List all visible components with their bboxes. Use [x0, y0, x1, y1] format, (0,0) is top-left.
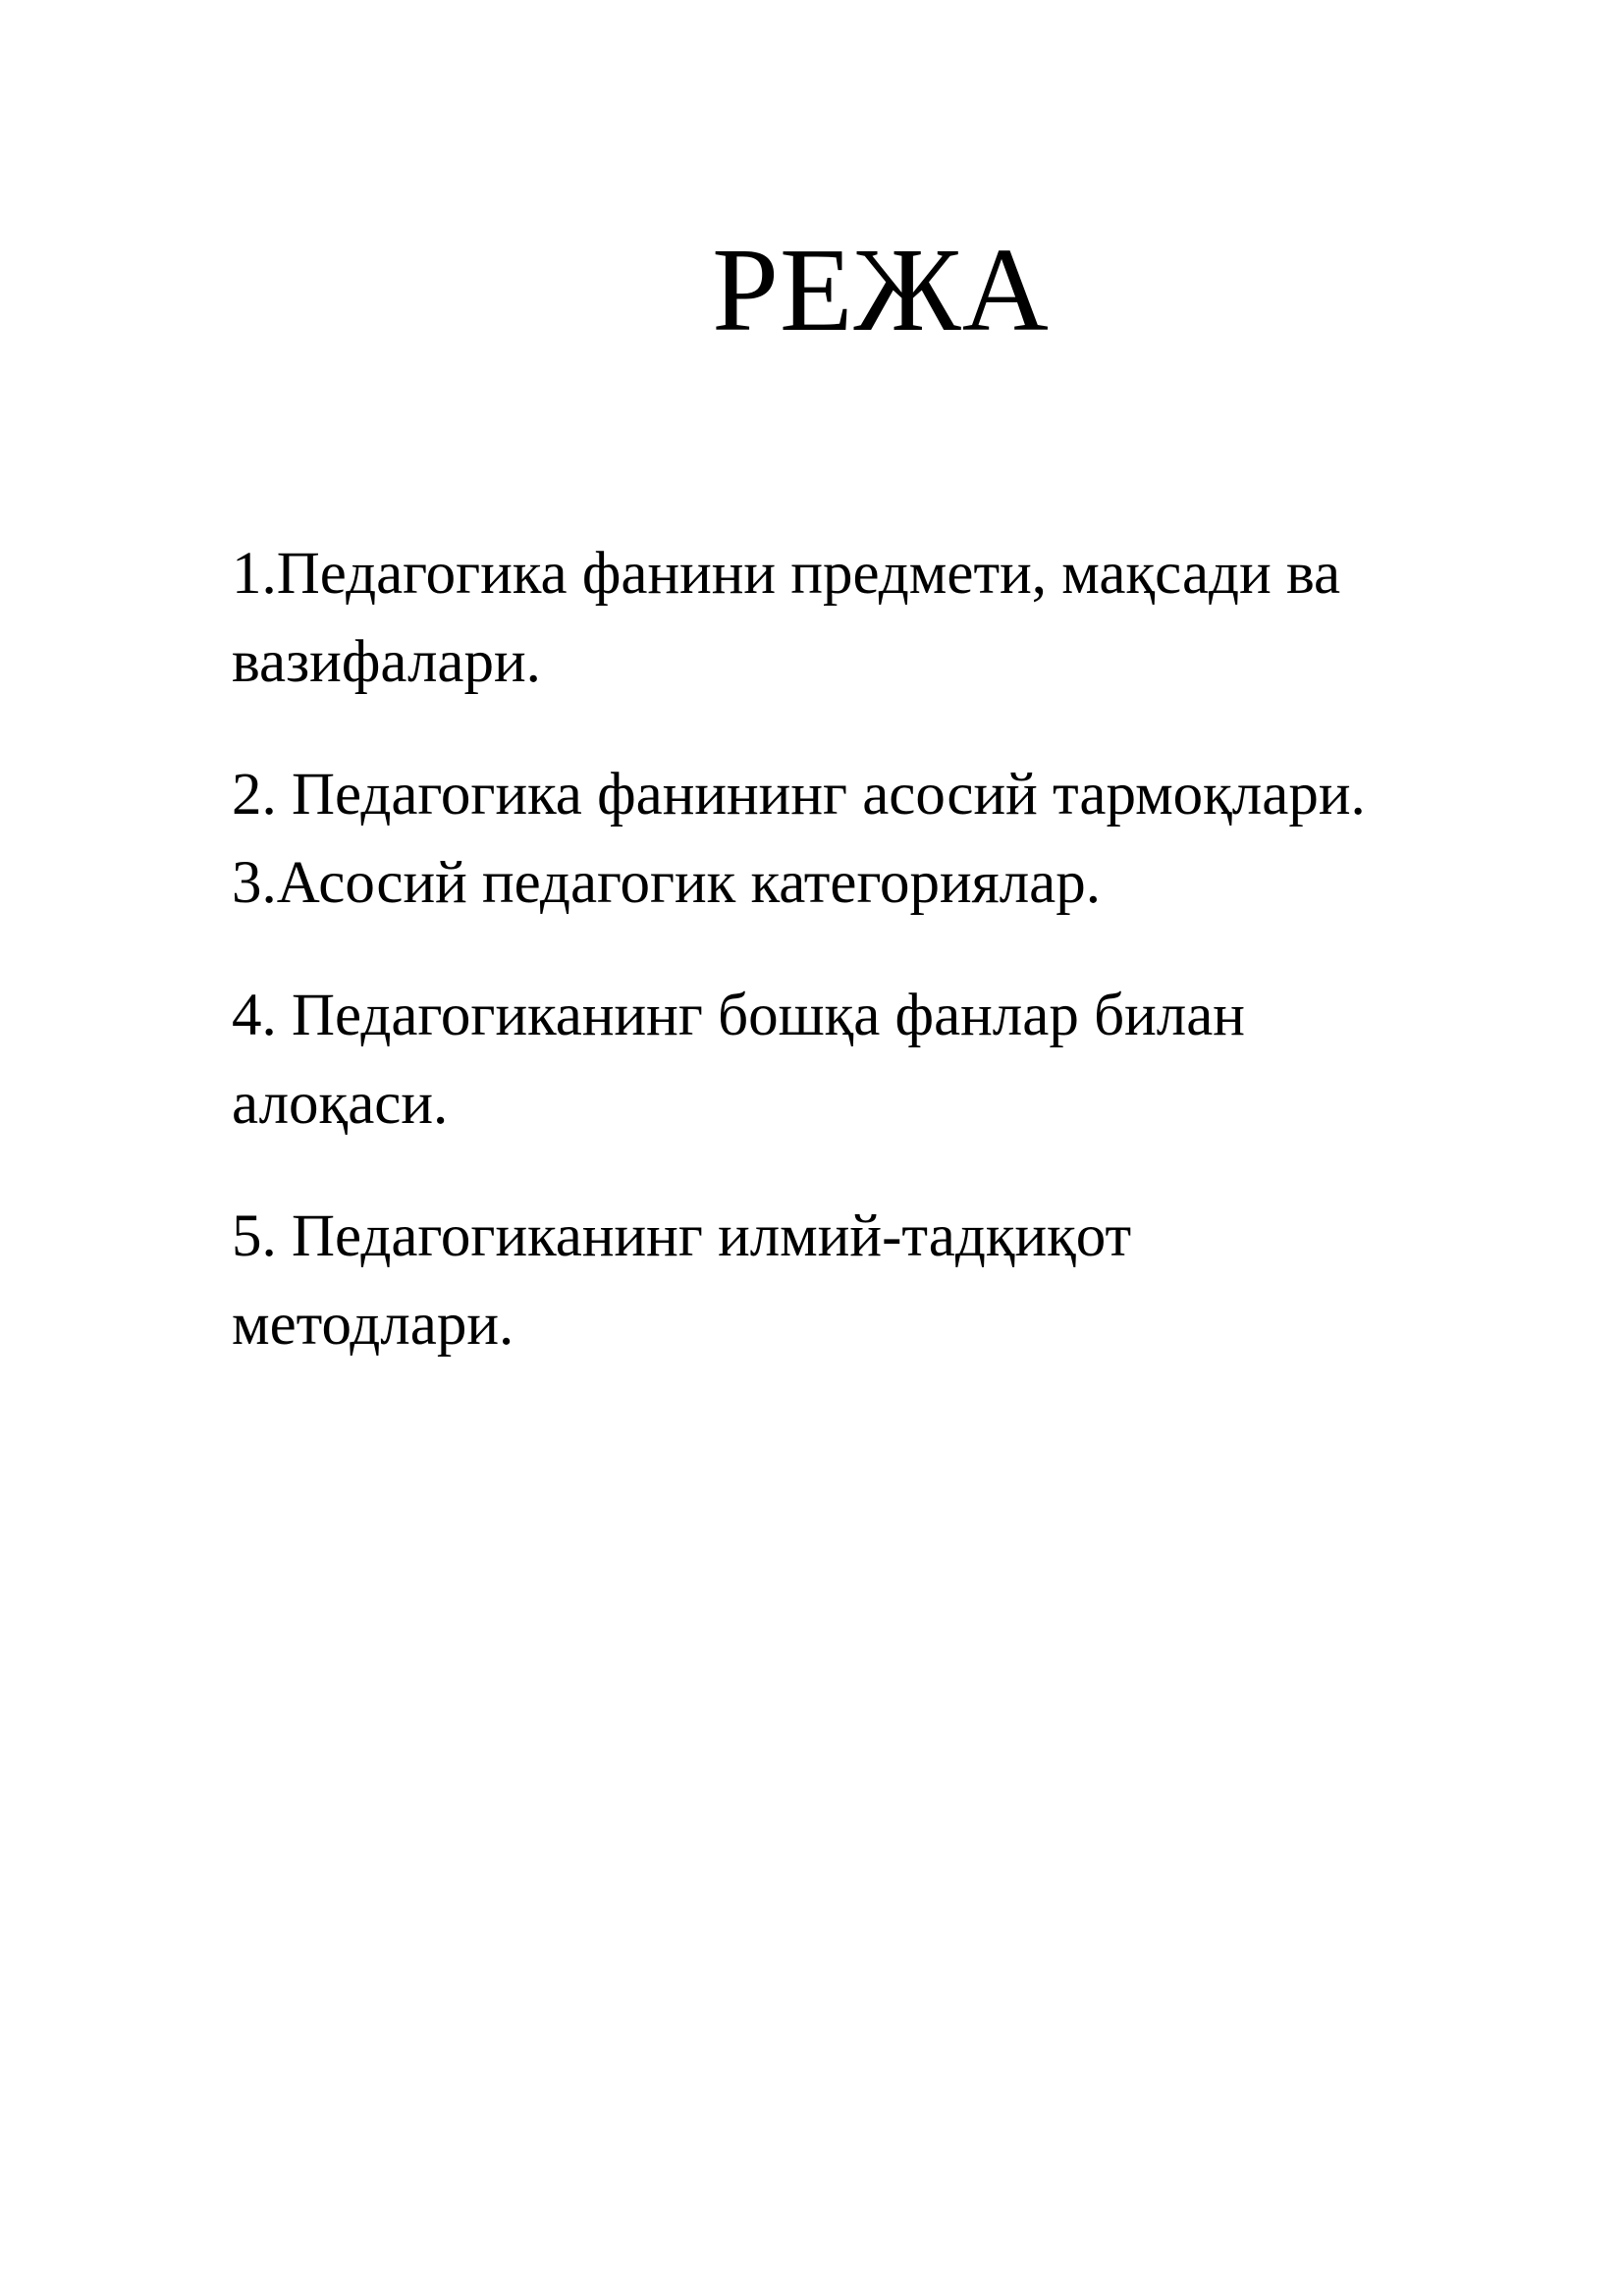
plan-list: [232, 530, 1528, 1369]
plan-item-4: 4. Педагогиканинг бошқа фанлар билан алоқаси.: [232, 983, 1245, 1137]
plan-item-3: 3.Асосий педагогик категориялар.: [232, 850, 1101, 916]
plan-item-5: 5. Педагогиканинг илмий-тадқиқот методлари.: [232, 1203, 1132, 1358]
page-title: РЕЖА: [712, 224, 1050, 356]
plan-item-2: 2. Педагогика фанининг асосий тармоқлари.: [232, 762, 1366, 828]
plan-item-1: 1.Педагогика фанини предмети, мақсади ва вазифалари.: [232, 541, 1341, 695]
